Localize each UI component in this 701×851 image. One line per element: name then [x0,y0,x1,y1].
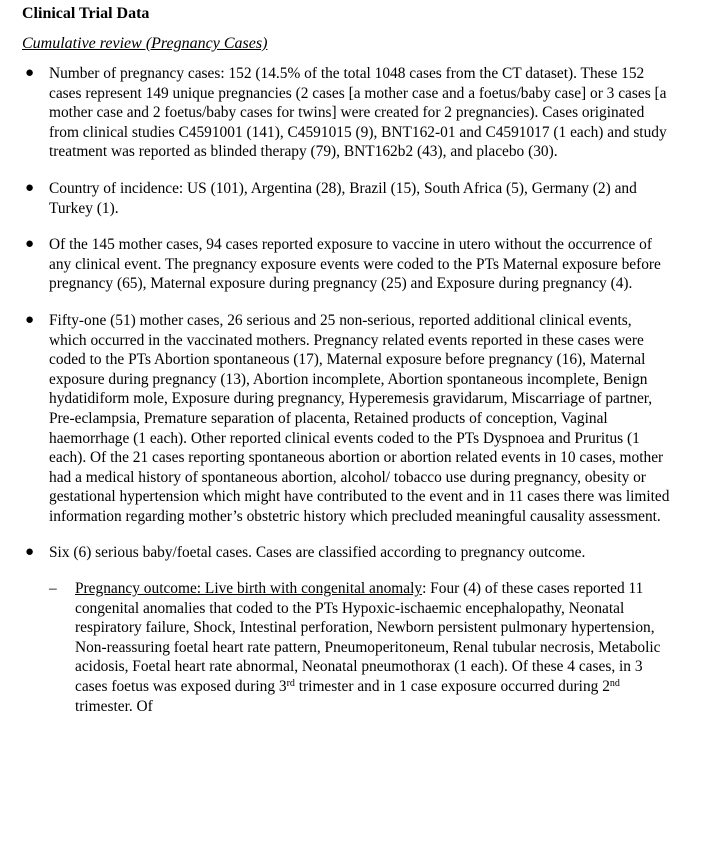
bullet-item-number-of-cases [22,64,671,162]
bullet-text: Number of pregnancy cases: 152 (14.5% of the total 1048 cases from the CT dataset). These 152 cases represent 149 unique pregnancies (2 cases [a mother case and a foetus/baby case] or 3 cases [a mother case and 2 foetus/baby cases for twins] were created for 2 pregnancies). Cases originated from clinical studies C4591001 (141), C4591015 (9), BNT162-01 and C4591017 (1 each) and study treatment was reported as blinded therapy (79), BNT162b2 (43), and placebo (30). [49,65,667,161]
sub-item-live-birth-anomaly [49,579,671,716]
bullet-icon: ● [25,179,35,196]
sub-item-text-2: trimester and in 1 case exposure occurred during 2 [294,678,610,696]
bullet-item-mother-cases [22,235,671,294]
bullet-icon: ● [25,65,35,81]
bullet-item-baby-foetal-cases [22,543,671,716]
sub-item-text-1: : Four (4) of these cases reported 11 congenital anomalies that coded to the PTs Hypoxic-ischaemic encephalopathy, Neonatal respiratory failure, Shock, Intestinal perforation, Newborn persistent pulmonary hypertension, Non-reassuring foetal heart rate pattern, Pneumoperitoneum, Renal tubular necrosis, Metabolic acidosis, Foetal heart rate abnormal, Neonatal pneumothorax (1 each). Of these 4 cases, in 3 cases foetus was exposed during 3 [75,580,661,696]
bullet-icon: ● [25,544,35,561]
bullet-item-country [22,179,671,218]
bullet-text: Country of incidence: US (101), Argentina (28), Brazil (15), South Africa (5), Germany (2) and Turkey (1). [49,179,637,217]
superscript-rd: rd [286,678,295,690]
bullet-text: Six (6) serious baby/foetal cases. Cases are classified according to pregnancy outcome. [49,544,586,562]
bullet-list [22,64,671,716]
sub-list [49,579,671,716]
section-heading: Clinical Trial Data [22,5,150,22]
superscript-nd: nd [609,678,620,690]
bullet-item-clinical-events [22,311,671,527]
dash-icon: – [49,580,57,598]
bullet-icon: ● [25,311,35,328]
section-subheading: Cumulative review (Pregnancy Cases) [22,35,268,52]
bullet-text: Fifty-one (51) mother cases, 26 serious and 25 non-serious, reported additional clinical events, which occurred in the vaccinated mothers. Pregnancy related events reported in these cases were coded to the PTs Abortion spontaneous (17), Maternal exposure before pregnancy (16), Maternal exposure during pregnancy (13), Abortion incomplete, Abortion spontaneous incomplete, Benign hydatidiform mole, Exposure during pregnancy, Hyperemesis gravidarum, Miscarriage of partner, Pre-eclampsia, Premature separation of placenta, Retained products of conception, Vaginal haemorrhage (1 each). Other reported clinical events coded to the PTs Dyspnoea and Pruritus (1 each). Of the 21 cases reporting spontaneous abortion or abortion related events in 10 cases, mother had a medical history of spontaneous abortion, alcohol/ tobacco use during pregnancy, obesity or gestational hypertension which might have contributed to the event and in 11 cases there was limited information regarding mother’s obstetric history which precluded meaningful causality assessment. [49,311,670,525]
bullet-text: Of the 145 mother cases, 94 cases reported exposure to vaccine in utero without the occurrence of any clinical event. The pregnancy exposure events were coded to the PTs Maternal exposure before pregnancy (65), Maternal exposure during pregnancy (25) and Exposure during pregnancy (4). [49,236,661,293]
bullet-icon: ● [25,236,35,253]
sub-item-label: Pregnancy outcome: Live birth with congenital anomaly [75,580,423,598]
sub-item-text-3: trimester. Of [75,697,153,715]
